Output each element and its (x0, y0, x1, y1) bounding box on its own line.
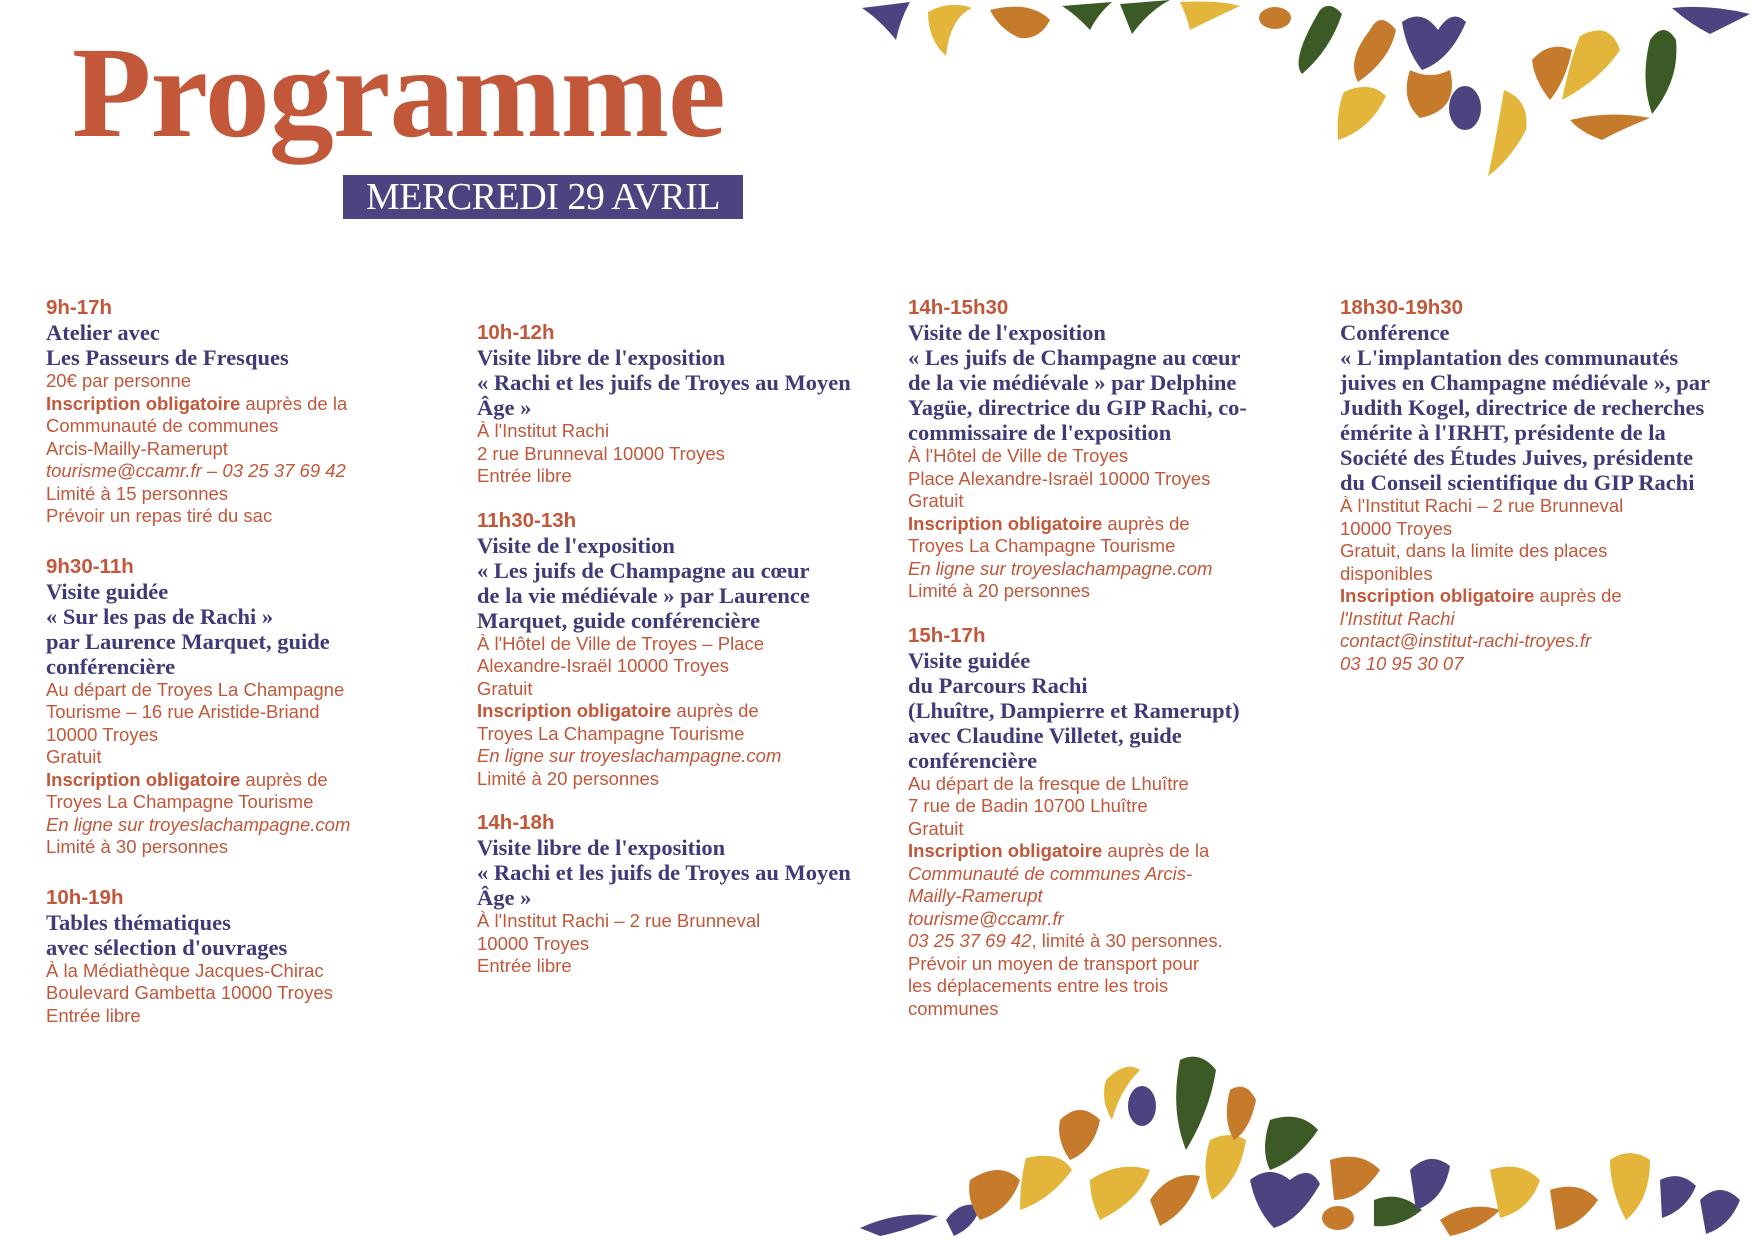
event-heading: Conférence « L'implantation des communautés juives en Champagne médiévale », par Judith Kogel, directrice de recherches émérite à l'IRHT, présidente de la Société des Études Juives, présidente du Conseil scientifique du GIP Rachi (1340, 320, 1710, 495)
confetti-decoration-top (850, 0, 1754, 190)
registration-required: Inscription obligatoire (46, 392, 241, 414)
confetti-shape (1645, 30, 1676, 114)
confetti-shape (990, 7, 1050, 39)
event-visite-guidee-rachi (46, 554, 441, 859)
event-heading: Visite de l'exposition « Les juifs de Champagne au cœur de la vie médiévale » par Delphine Yagüe, directrice du GIP Rachi, co- commissaire de l'exposition (908, 320, 1247, 445)
confetti-shape (1265, 1117, 1318, 1170)
confetti-shape (1330, 1157, 1380, 1200)
confetti-shape (1488, 90, 1527, 176)
confetti-shape (1059, 1110, 1100, 1160)
contact-email: tourisme@ccamr.fr (908, 907, 1064, 929)
confetti-shape (1402, 17, 1466, 70)
confetti-shape (1562, 30, 1620, 100)
confetti-shape (1354, 20, 1396, 82)
confetti-shape (1259, 7, 1291, 29)
contact-email: contact@institut-rachi-troyes.fr (1340, 630, 1592, 651)
confetti-shape (860, 1215, 938, 1237)
confetti-shape (1410, 1159, 1450, 1210)
confetti-shape (1090, 1167, 1150, 1220)
event-details: À l'Institut Rachi 2 rue Brunneval 10000 Troyes Entrée libre (477, 420, 725, 486)
event-heading: Visite libre de l'exposition « Rachi et les juifs de Troyes au Moyen Âge » (477, 835, 851, 910)
event-visite-libre-2 (477, 810, 872, 978)
confetti-shape (969, 1170, 1020, 1220)
event-time: 18h30-19h30 (1340, 296, 1464, 319)
confetti-shape (928, 5, 972, 56)
event-details: À l'Institut Rachi – 2 rue Brunneval 10000 Troyes Gratuit, dans la limite des places disponibles Inscription obligatoire auprès de l'Institut Rachi contact@institut-rachi-troyes.fr 03 10 95 30 07 (1340, 495, 1720, 675)
registration-required: Inscription obligatoire (1340, 585, 1535, 606)
registration-required: Inscription obligatoire (908, 840, 1103, 861)
confetti-shape (1227, 1087, 1256, 1140)
program-column-2 (477, 320, 872, 1004)
event-time: 14h-18h (477, 811, 555, 834)
event-time: 9h-17h (46, 296, 113, 319)
registration-required: Inscription obligatoire (908, 512, 1103, 534)
page-title: Programme (72, 21, 725, 165)
confetti-shape (1180, 2, 1240, 31)
event-heading: Visite guidée du Parcours Rachi (Lhuître, Dampierre et Ramerupt) avec Claudine Villetet, guide conférencière (908, 647, 1240, 773)
confetti-shape (1250, 1172, 1320, 1228)
event-details: À l'Hôtel de Ville de Troyes Place Alexandre-Israël 10000 Troyes Gratuit Inscription obligatoire auprès de Troyes La Champagne Tourisme En ligne sur troyeslachampagne.com Limité à 20 personnes (908, 445, 1303, 603)
registration-required: Inscription obligatoire (477, 700, 672, 721)
confetti-shape (1660, 1176, 1696, 1218)
event-tables-thematiques (46, 885, 441, 1028)
event-details: À l'Hôtel de Ville de Troyes – Place Alexandre-Israël 10000 Troyes Gratuit Inscription obligatoire auprès de Troyes La Champagne Tourisme En ligne sur troyeslachampagne.com Limité à 20 personnes (477, 633, 872, 791)
event-details: À l'Institut Rachi – 2 rue Brunneval 10000 Troyes Entrée libre (477, 910, 761, 976)
confetti-shape (1322, 1206, 1354, 1230)
online-booking: En ligne sur troyeslachampagne.com (46, 813, 351, 835)
event-time: 11h30-13h (477, 508, 577, 532)
date-badge: MERCREDI 29 AVRIL (343, 175, 743, 219)
event-time: 10h-12h (477, 321, 555, 344)
event-time: 9h30-11h (46, 554, 134, 578)
event-atelier-fresques (46, 295, 441, 528)
registration-required: Inscription obligatoire (46, 768, 241, 790)
contact-phone: 03 25 37 69 42 (908, 930, 1032, 951)
confetti-shape (1610, 1153, 1650, 1220)
contact-phone: 03 10 95 30 07 (1340, 652, 1464, 674)
program-column-4 (1340, 295, 1720, 701)
online-booking: En ligne sur troyeslachampagne.com (908, 557, 1213, 579)
event-heading: Visite guidée « Sur les pas de Rachi » par Laurence Marquet, guide conférencière (46, 578, 330, 679)
confetti-shape (1338, 87, 1386, 140)
confetti-decoration-bottom (850, 1050, 1754, 1241)
confetti-shape (862, 2, 910, 40)
contact-email-phone: tourisme@ccamr.fr – 03 25 37 69 42 (46, 460, 346, 481)
confetti-shape (1570, 114, 1650, 140)
event-heading: Atelier avec Les Passeurs de Fresques (46, 320, 289, 370)
program-column-3 (908, 295, 1303, 1046)
online-booking: En ligne sur troyeslachampagne.com (477, 745, 782, 766)
event-time: 10h-19h (46, 885, 124, 909)
event-visite-libre-1 (477, 320, 872, 488)
event-conference (1340, 295, 1720, 675)
event-time: 14h-15h30 (908, 296, 1009, 319)
confetti-shape (1120, 0, 1170, 34)
confetti-shape (1062, 2, 1112, 30)
event-heading: Visite libre de l'exposition « Rachi et les juifs de Troyes au Moyen Âge » (477, 345, 851, 420)
confetti-shape (1176, 1057, 1216, 1150)
confetti-shape (1550, 1187, 1598, 1230)
confetti-shape (1672, 7, 1750, 34)
confetti-shape (1020, 1156, 1072, 1210)
confetti-shape (1128, 1086, 1156, 1126)
confetti-shape (1205, 1135, 1246, 1200)
confetti-shape (1440, 1207, 1500, 1236)
event-visite-exposition-2 (908, 295, 1303, 603)
confetti-shape (1150, 1175, 1200, 1226)
event-heading: Visite de l'exposition « Les juifs de Champagne au cœur de la vie médiévale » par Laurence Marquet, guide conférencière (477, 532, 810, 633)
event-details: À la Médiathèque Jacques-Chirac Boulevard Gambetta 10000 Troyes Entrée libre (46, 959, 333, 1026)
event-parcours-rachi (908, 623, 1303, 1021)
confetti-shape (1299, 6, 1342, 74)
program-column-1 (46, 295, 441, 1053)
confetti-shape (1449, 86, 1481, 130)
event-details: Au départ de Troyes La Champagne Tourisme – 16 rue Aristide-Briand 10000 Troyes Gratuit Inscription obligatoire auprès de Troyes La Champagne Tourisme En ligne sur troyeslachampagne.com Limité à 30 personnes (46, 679, 441, 859)
event-details: 20€ par personne Inscription obligatoire auprès de la Communauté de communes Arcis-Mailly-Ramerupt tourisme@ccamr.fr – 03 25 37 69 42 Limité à 15 personnes Prévoir un repas tiré du sac (46, 370, 441, 528)
confetti-shape (1407, 70, 1452, 118)
event-time: 15h-17h (908, 623, 986, 647)
event-details: Au départ de la fresque de Lhuître 7 rue de Badin 10700 Lhuître Gratuit Inscription obligatoire auprès de la Communauté de communes Arcis- Mailly-Ramerupt tourisme@ccamr.fr 03 25 37 69 42, limité à 30 personnes. Prévoir un moyen de transport pour les déplacements entre les trois communes (908, 773, 1303, 1021)
confetti-shape (1700, 1190, 1740, 1234)
event-visite-exposition-1 (477, 508, 872, 791)
event-heading: Tables thématiques avec sélection d'ouvrages (46, 909, 288, 960)
